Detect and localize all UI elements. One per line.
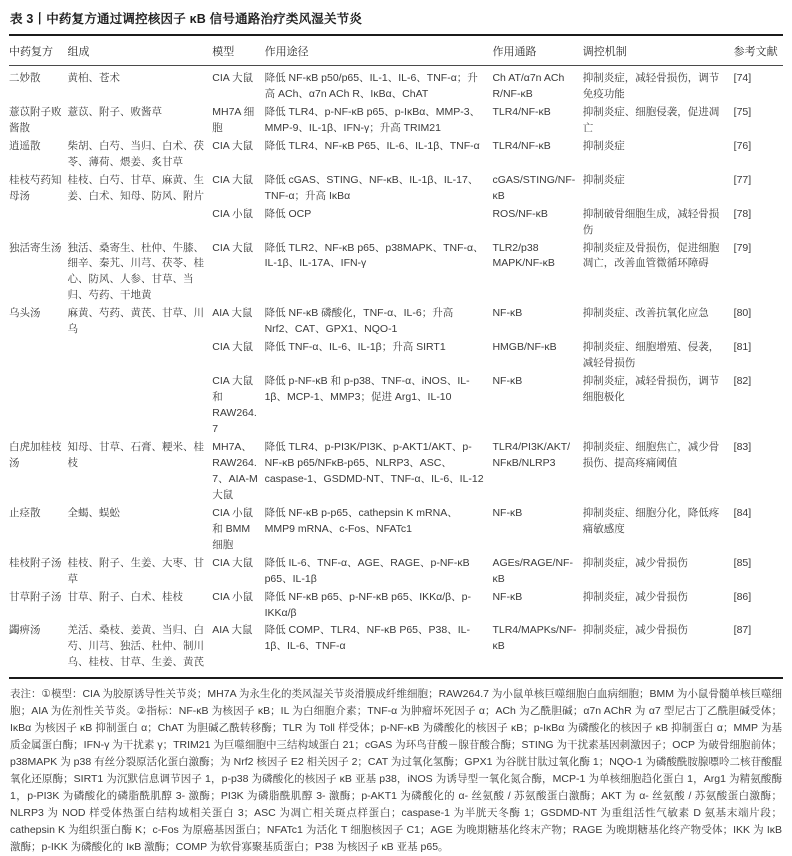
tcm-formula-table [9, 34, 783, 679]
pathway-cell: TLR4/MAPKs/NF-κB [492, 624, 577, 653]
table-row [9, 339, 783, 373]
actions-cell: 降低 TLR2、NF-κB p65、p38MAPK、TNF-α、IL-1β、IL-17A、IFN-γ [264, 241, 484, 270]
pathway-cell: TLR2/p38 MAPK/NF-κB [492, 241, 555, 270]
actions-cell: 降低 NF-κB 磷酸化，TNF-α、IL-6；升高 Nrf2、CAT、GPX1、NQO-1 [264, 307, 454, 336]
mechanism-cell: 抑制炎症、细胞分化，降低疼痛敏感度 [582, 506, 720, 535]
actions-cell: 降低 p-NF-κB 和 p-p38、TNF-α、iNOS、IL-1β、MCP-1、MMP3；促进 Arg1、IL-10 [264, 375, 470, 404]
pathway-cell: TLR4/NF-κB [492, 105, 551, 118]
mechanism-cell: 抑制炎症 [582, 173, 625, 186]
composition-cell: 麻黄、芍药、黄芪、甘草、川乌 [67, 307, 204, 336]
table-row [9, 240, 783, 306]
model-cell: CIA 小鼠 [212, 590, 254, 603]
formula-cell: 蠲痹汤 [9, 624, 41, 637]
table-row [9, 589, 783, 623]
actions-cell: 降低 IL-6、TNF-α、AGE、RAGE、p-NF-κB p65、IL-1β [264, 556, 470, 585]
table-header-row [9, 35, 783, 66]
model-cell: CIA 大鼠和 RAW264.7 [212, 375, 257, 436]
mechanism-cell: 抑制炎症、细胞侵袭，促进凋亡 [582, 105, 720, 134]
model-cell: CIA 大鼠 [212, 341, 254, 354]
pathway-cell: NF-κB [492, 375, 523, 388]
table-title: 表 3丨中药复方通过调控核因子 κB 信号通路治疗类风湿关节炎 [10, 12, 363, 26]
table-row [9, 622, 783, 678]
mechanism-cell: 抑制炎症、细胞增殖、侵袭，减轻骨损伤 [582, 341, 720, 370]
table-row [9, 206, 783, 240]
formula-cell: 桂枝芍药知母汤 [9, 173, 62, 202]
model-cell: CIA 大鼠 [212, 241, 254, 254]
model-cell: CIA 大鼠 [212, 556, 254, 569]
composition-cell [68, 339, 213, 373]
composition-cell: 黄柏、苍术 [67, 72, 120, 84]
pathway-cell: Ch AT/α7n ACh R/NF-κB [492, 72, 565, 100]
table-row [9, 138, 783, 172]
column-header: 组成 [68, 35, 213, 66]
column-header: 作用通路 [492, 35, 582, 66]
table-row [9, 66, 783, 104]
reference-cell: [84] [733, 506, 752, 519]
pathway-cell: AGEs/RAGE/NF-κB [492, 556, 573, 585]
column-header: 中药复方 [9, 35, 68, 66]
column-header: 模型 [212, 35, 264, 66]
reference-cell: [87] [733, 624, 752, 637]
mechanism-cell: 抑制炎症，减少骨损伤 [582, 624, 688, 637]
reference-cell: [77] [733, 173, 752, 186]
formula-cell: 薏苡附子败酱散 [9, 105, 62, 134]
model-cell: MH7A 细胞 [212, 105, 255, 134]
pathway-cell: TLR4/PI3K/AKT/NFκB/NLRP3 [492, 440, 571, 469]
formula-cell: 桂枝附子汤 [9, 556, 62, 569]
mechanism-cell: 抑制破骨细胞生成，减轻骨损伤 [582, 207, 720, 236]
reference-cell: [75] [733, 105, 752, 118]
actions-cell: 降低 TNF-α、IL-6、IL-1β；升高 SIRT1 [264, 341, 446, 354]
mechanism-cell: 抑制炎症，减少骨损伤 [582, 556, 688, 569]
actions-cell: 降低 NF-κB p-p65、cathepsin K mRNA、MMP9 mRNA、c-Fos、NFATc1 [264, 506, 458, 535]
actions-cell: 降低 cGAS、STING、NF-κB、IL-1β、IL-17、TNF-α；升高 IκBα [264, 173, 479, 202]
model-cell: AIA 大鼠 [212, 624, 253, 637]
pathway-cell: TLR4/NF-κB [492, 139, 551, 152]
column-header: 调控机制 [583, 35, 734, 66]
actions-cell: 降低 OCP [264, 207, 312, 220]
column-header: 参考文献 [734, 35, 783, 66]
table-row [9, 373, 783, 439]
mechanism-cell: 抑制炎症、细胞焦亡，减少骨损伤、提高疼痛阈值 [582, 440, 720, 469]
reference-cell: [81] [733, 341, 752, 354]
composition-cell: 独活、桑寄生、杜仲、牛膝、细辛、秦艽、川芎、茯苓、桂心、防风、人参、甘草、当归、芍药、干地黄 [67, 241, 204, 302]
model-cell: CIA 小鼠和 BMM 细胞 [212, 506, 254, 551]
composition-cell: 桂枝、白芍、甘草、麻黄、生姜、白术、知母、防风、附片 [67, 173, 204, 202]
model-cell: CIA 大鼠 [212, 139, 254, 152]
table-row [9, 505, 783, 555]
formula-cell [9, 373, 68, 439]
actions-cell: 降低 TLR4、NF-κB P65、IL-6、IL-1β、TNF-α [264, 139, 480, 152]
model-cell: CIA 大鼠 [212, 72, 254, 84]
mechanism-cell: 抑制炎症及骨损伤，促进细胞凋亡，改善血管微循环障碍 [582, 241, 720, 270]
reference-cell: [85] [733, 556, 752, 569]
model-cell: CIA 大鼠 [212, 173, 254, 186]
table-body [9, 66, 783, 679]
formula-cell: 二妙散 [9, 72, 41, 84]
composition-cell: 桂枝、附子、生姜、大枣、甘草 [67, 556, 204, 585]
table-row [9, 104, 783, 138]
model-cell: AIA 大鼠 [212, 307, 253, 320]
actions-cell: 降低 TLR4、p-NF-κB p65、p-IκBα、MMP-3、MMP-9、IL-1β、IFN-γ；升高 TRIM21 [264, 105, 481, 134]
table-row [9, 555, 783, 589]
composition-cell: 全蝎、蜈蚣 [67, 506, 120, 519]
reference-cell: [83] [733, 440, 752, 453]
formula-cell: 止痉散 [9, 506, 41, 519]
composition-cell [68, 206, 213, 240]
mechanism-cell: 抑制炎症，减轻骨损伤，调节细胞极化 [582, 375, 720, 404]
actions-cell: 降低 TLR4、p-PI3K/PI3K、p-AKT1/AKT、p-NF-κB p65/NFκB-p65、NLRP3、ASC、caspase-1、GSDMD-NT、TNF-α、IL-6、IL-12 [264, 440, 484, 485]
pathway-cell: ROS/NF-κB [492, 207, 548, 220]
actions-cell: 降低 COMP、TLR4、NF-κB P65、P38、IL-1β、IL-6、TNF-α [264, 624, 470, 653]
formula-cell [9, 339, 68, 373]
reference-cell: [86] [733, 590, 752, 603]
mechanism-cell: 抑制炎症 [582, 139, 625, 152]
table-row [9, 172, 783, 206]
composition-cell: 知母、甘草、石膏、粳米、桂枝 [67, 440, 204, 469]
reference-cell: [79] [733, 241, 752, 254]
reference-cell: [78] [733, 207, 752, 220]
pathway-cell: HMGB/NF-κB [492, 341, 557, 354]
mechanism-cell: 抑制炎症，减轻骨损伤，调节免疫功能 [582, 72, 720, 100]
reference-cell: [80] [733, 307, 752, 320]
actions-cell: 降低 NF-κB p65、p-NF-κB p65、IKKα/β、p-IKKα/β [264, 590, 471, 619]
table-footnote: 表注：①模型：CIA 为胶原诱导性关节炎；MH7A 为永生化的类风湿关节炎滑膜成纤维细胞；RAW264.7 为小鼠单核巨噬细胞白血病细胞；BMM 为小鼠骨髓单核巨噬细胞；AIA 为佐剂性关节炎。②指标：NF-κB 为核因子 κB；IL 为白细胞介素；TNF-α 为肿瘤坏死因子 α；ACh 为乙酰胆碱；α7n AChR 为 α7 型尼古丁乙酰胆碱受体；IκBα 为核因子 κB 抑制蛋白 α；ChAT 为胆碱乙酰转移酶；TLR 为 Toll 样受体；p-NF-κB 为磷酸化的核因子 κB；p-IκBα 为磷酸化的核因子 κB 抑制蛋白 α；MMP 为基质金属蛋白酶；IFN-γ 为干扰素 γ；TRIM21 为巨噬细胞中三结构域蛋白 21；cGAS 为环鸟苷酸－腺苷酸合酶；STING 为干扰素基因刺激因子；OCP 为破骨细胞前体；p38MAPK 为 p38 有丝分裂原活化蛋白激酶；为 Nrf2 核因子 E2 相关因子 2；CAT 为过氧化氢酶；GPX1 为谷胱甘肽过氧化酶 1；NQO-1 为磷酸酰胺腺嘌呤二核苷酸醌氧化还原酶；SIRT1 为沉默信息调节因子 1，p-p38 为磷酸化的核因子 κB 亚基 p38，iNOS 为诱导型一氧化氮合酶，MCP-1 为单核细胞趋化蛋白 1，Arg1 为精氨酸酶 1，p-PI3K 为磷酸化的磷脂酰肌醇 3- 激酶；PI3K 为磷脂酰肌醇 3- 激酶；p-AKT1 为磷酸化的 α- 丝氨酸 / 苏氨酸蛋白激酶；AKT 为 α- 丝氨酸 / 苏氨酸蛋白激酶；NLRP3 为 NOD 样受体热蛋白结构域相关蛋白 3；ASC 为凋亡相关斑点样蛋白；caspase-1 为半胱天冬酶 1；GSDMD-NT 为重组活性气敏素 D 氨基末端片段；cathepsin K 为组织蛋白酶 K；c-Fos 为原癌基因蛋白；NFATc1 为活化 T 细胞核因子 C1；AGE 为晚期糖基化终末产物；RAGE 为晚期糖基化终产物受体；IKK 为 IκB 激酶；p-IKK 为磷酸化的 IκB 激酶；COMP 为软骨寡聚基质蛋白；P38 为核因子 κB 亚基 p65。 [10, 688, 782, 854]
table-row [9, 439, 783, 505]
model-cell: MH7A、RAW264.7、AIA-M 大鼠 [212, 440, 258, 501]
formula-cell: 逍遥散 [9, 139, 41, 152]
formula-cell: 乌头汤 [9, 307, 41, 320]
pathway-cell: NF-κB [492, 590, 523, 603]
actions-cell: 降低 NF-κB p50/p65、IL-1、IL-6、TNF-α；升高 ACh、α7n ACh R、IκBα、ChAT [264, 72, 478, 100]
formula-cell: 白虎加桂枝汤 [9, 440, 62, 469]
model-cell: CIA 小鼠 [212, 207, 254, 220]
composition-cell: 柴胡、白芍、当归、白术、茯苓、薄荷、煨姜、炙甘草 [67, 139, 204, 168]
reference-cell: [82] [733, 375, 752, 388]
composition-cell: 羌活、桑枝、姜黄、当归、白芍、川芎、独活、杜仲、制川乌、桂枝、甘草、生姜、黄芪 [67, 624, 204, 669]
composition-cell [68, 373, 213, 439]
column-header: 作用途径 [265, 35, 493, 66]
table-row [9, 305, 783, 339]
mechanism-cell: 抑制炎症、改善抗氧化应急 [582, 307, 709, 320]
formula-cell: 独活寄生汤 [9, 241, 62, 254]
composition-cell: 甘草、附子、白术、桂枝 [67, 590, 183, 603]
formula-cell [9, 206, 68, 240]
pathway-cell: NF-κB [492, 506, 523, 519]
pathway-cell: cGAS/STING/NF-κB [492, 173, 576, 202]
reference-cell: [76] [733, 139, 752, 152]
mechanism-cell: 抑制炎症，减少骨损伤 [582, 590, 688, 603]
pathway-cell: NF-κB [492, 307, 523, 320]
reference-cell: [74] [733, 72, 752, 84]
composition-cell: 薏苡、附子、败酱草 [67, 105, 162, 118]
formula-cell: 甘草附子汤 [9, 590, 62, 603]
